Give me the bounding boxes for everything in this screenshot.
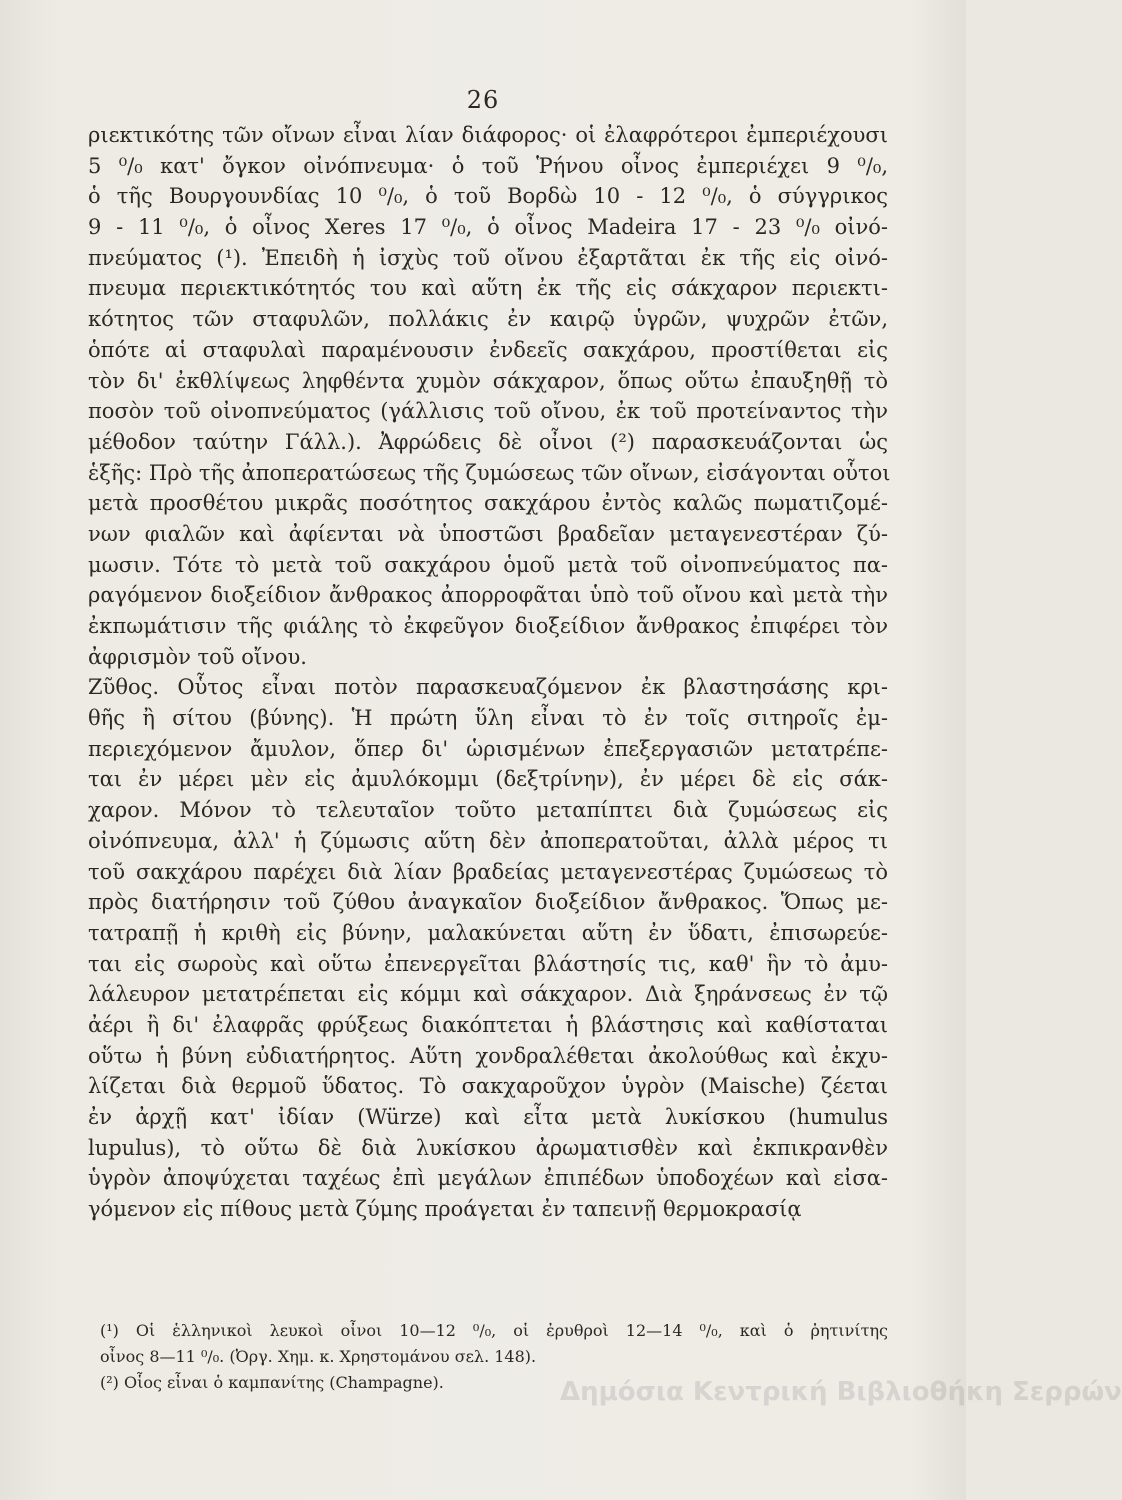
text-line: κότητος τῶν σταφυλῶν, πολλάκις ἐν καιρῷ ὑγρῶν, ψυχρῶν ἐτῶν, xyxy=(88,307,888,332)
text-line: γόμενον εἰς πίθους μετὰ ζύμης προάγεται ἐν ταπεινῇ θερμοκρασίᾳ xyxy=(88,1197,802,1222)
text-line: πρὸς διατήρησιν τοῦ ζύθου ἀναγκαῖον διοξείδιον ἄνθρακος. Ὅπως με- xyxy=(88,890,888,915)
text-line: ριεκτικότης τῶν οἴνων εἶναι λίαν διάφορος· οἱ ἐλαφρότεροι ἐμπεριέχουσι xyxy=(88,123,888,147)
text-line: λάλευρον μετατρέπεται εἰς κόμμι καὶ σάκχαρον. Διὰ ξηράνσεως ἐν τῷ xyxy=(88,982,888,1007)
text-line: τοῦ σακχάρου παρέχει διὰ λίαν βραδείας μεταγενεστέρας ζυμώσεως τὸ xyxy=(88,859,888,884)
text-line: ἐν ἀρχῇ κατ' ἰδίαν (Würze) καὶ εἶτα μετὰ λυκίσκου (humulus xyxy=(88,1105,888,1129)
text-line: Ζῦθος. Οὗτος εἶναι ποτὸν παρασκευαζόμενον ἐκ βλαστησάσης κρι- xyxy=(88,675,888,700)
text-line: ποσὸν τοῦ οἰνοπνεύματος (γάλλισις τοῦ οἴνου, ἐκ τοῦ προτείναντος τὴν xyxy=(88,399,888,424)
text-line: μετὰ προσθέτου μικρᾶς ποσότητος σακχάρου ἐντὸς καλῶς πωματιζομέ- xyxy=(88,491,888,516)
text-line: τὸν δι' ἐκθλίψεως ληφθέντα χυμὸν σάκχαρον, ὅπως οὕτω ἐπαυξηθῇ τὸ xyxy=(88,368,888,393)
text-line: λίζεται διὰ θερμοῦ ὕδατος. Τὸ σακχαροῦχον ὑγρὸν (Maische) ζέεται xyxy=(88,1074,888,1099)
body-text xyxy=(88,120,891,1225)
text-line: μέθοδον ταύτην Γάλλ.). Ἀφρώδεις δὲ οἶνοι (²) παρασκευάζονται ὡς xyxy=(88,429,888,454)
text-line: πνεύματος (¹). Ἐπειδὴ ἡ ἰσχὺς τοῦ οἴνου ἐξαρτᾶται ἐκ τῆς εἰς οἰνό- xyxy=(88,245,888,270)
page-number: 26 xyxy=(466,86,500,114)
text-line: ἑξῆς: Πρὸ τῆς ἀποπερατώσεως τῆς ζυμώσεως τῶν οἴνων, εἰσάγονται οὗτοι xyxy=(88,460,891,485)
text-line: ἐκπωμάτισιν τῆς φιάλης τὸ ἐκφεῦγον διοξείδιον ἄνθρακος ἐπιφέρει τὸν xyxy=(88,614,888,638)
text-line: νων φιαλῶν καὶ ἀφίενται νὰ ὑποστῶσι βραδεῖαν μεταγενεστέραν ζύ- xyxy=(88,521,888,546)
text-line: lupulus), τὸ οὕτω δὲ διὰ λυκίσκου ἀρωματισθὲν καὶ ἐκπικρανθὲν xyxy=(88,1135,888,1160)
text-line: 9 - 11 ⁰/₀, ὁ οἶνος Xeres 17 ⁰/₀, ὁ οἶνος Madeira 17 - 23 ⁰/₀ οἰνό- xyxy=(88,215,888,240)
footnote-line: (²) Οἷος εἶναι ὁ καμπανίτης (Champagne). xyxy=(100,1373,444,1392)
text-line: ὁπότε αἱ σταφυλαὶ παραμένουσιν ἐνδεεῖς σακχάρου, προστίθεται εἰς xyxy=(88,337,888,362)
text-line: χαρον. Μόνον τὸ τελευταῖον τοῦτο μεταπίπτει διὰ ζυμώσεως εἰς xyxy=(88,798,888,823)
text-line: ὑγρὸν ἀποψύχεται ταχέως ἐπὶ μεγάλων ἐπιπέδων ὑποδοχέων καὶ εἰσα- xyxy=(88,1166,888,1191)
text-line: 5 ⁰/₀ κατ' ὄγκον οἰνόπνευμα· ὁ τοῦ Ῥήνου οἶνος ἐμπεριέχει 9 ⁰/₀, xyxy=(88,153,888,178)
text-line: οἰνόπνευμα, ἀλλ' ἡ ζύμωσις αὕτη δὲν ἀποπερατοῦται, ἀλλὰ μέρος τι xyxy=(88,828,888,853)
text-line: θῆς ἢ σίτου (βύνης). Ἡ πρώτη ὕλη εἶναι τὸ ἐν τοῖς σιτηροῖς ἐμ- xyxy=(88,706,888,731)
text-line: ται ἐν μέρει μὲν εἰς ἀμυλόκομμι (δεξτρίνην), ἐν μέρει δὲ εἰς σάκ- xyxy=(88,767,888,792)
text-line: ται εἰς σωροὺς καὶ οὕτω ἐπενεργεῖται βλάστησίς τις, καθ' ἣν τὸ ἀμυ- xyxy=(88,951,888,976)
text-line: ραγόμενον διοξείδιον ἄνθρακος ἀπορροφᾶται ὑπὸ τοῦ οἴνου καὶ μετὰ τὴν xyxy=(88,583,888,608)
text-line: τατραπῇ ἡ κριθὴ εἰς βύνην, μαλακύνεται αὕτη ἐν ὕδατι, ἐπισωρεύε- xyxy=(88,920,888,945)
text-line: ἀέρι ἢ δι' ἐλαφρᾶς φρύξεως διακόπτεται ἡ βλάστησις καὶ καθίσταται xyxy=(88,1012,888,1037)
text-line: περιεχόμενον ἄμυλον, ὅπερ δι' ὡρισμένων ἐπεξεργασιῶν μετατρέπε- xyxy=(88,736,888,761)
text-line: οὕτω ἡ βύνη εὐδιατήρητος. Αὕτη χονδραλέθεται ἀκολούθως καὶ ἐκχυ- xyxy=(88,1043,888,1068)
footnote-line: οἶνος 8—11 ⁰/₀. (Ὀργ. Χημ. κ. Χρηστομάνου σελ. 148). xyxy=(100,1347,537,1366)
text-line: μωσιν. Τότε τὸ μετὰ τοῦ σακχάρου ὁμοῦ μετὰ τοῦ οἰνοπνεύματος πα- xyxy=(88,552,888,577)
library-watermark: Δημόσια Κεντρική Βιβλιοθήκη Σερρών xyxy=(560,1377,1122,1407)
text-line: πνευμα περιεκτικότητός του καὶ αὕτη ἐκ τῆς εἰς σάκχαρον περιεκτι- xyxy=(88,276,888,301)
text-line: ὁ τῆς Βουργουνδίας 10 ⁰/₀, ὁ τοῦ Βορδὼ 10 - 12 ⁰/₀, ὁ σύγγρικος xyxy=(88,184,888,209)
text-line: ἀφρισμὸν τοῦ οἴνου. xyxy=(88,644,307,669)
footnote-line: (¹) Οἱ ἑλληνικοὶ λευκοὶ οἶνοι 10—12 ⁰/₀, οἱ ἐρυθροὶ 12—14 ⁰/₀, καὶ ὁ ῥητινίτης xyxy=(100,1321,888,1340)
